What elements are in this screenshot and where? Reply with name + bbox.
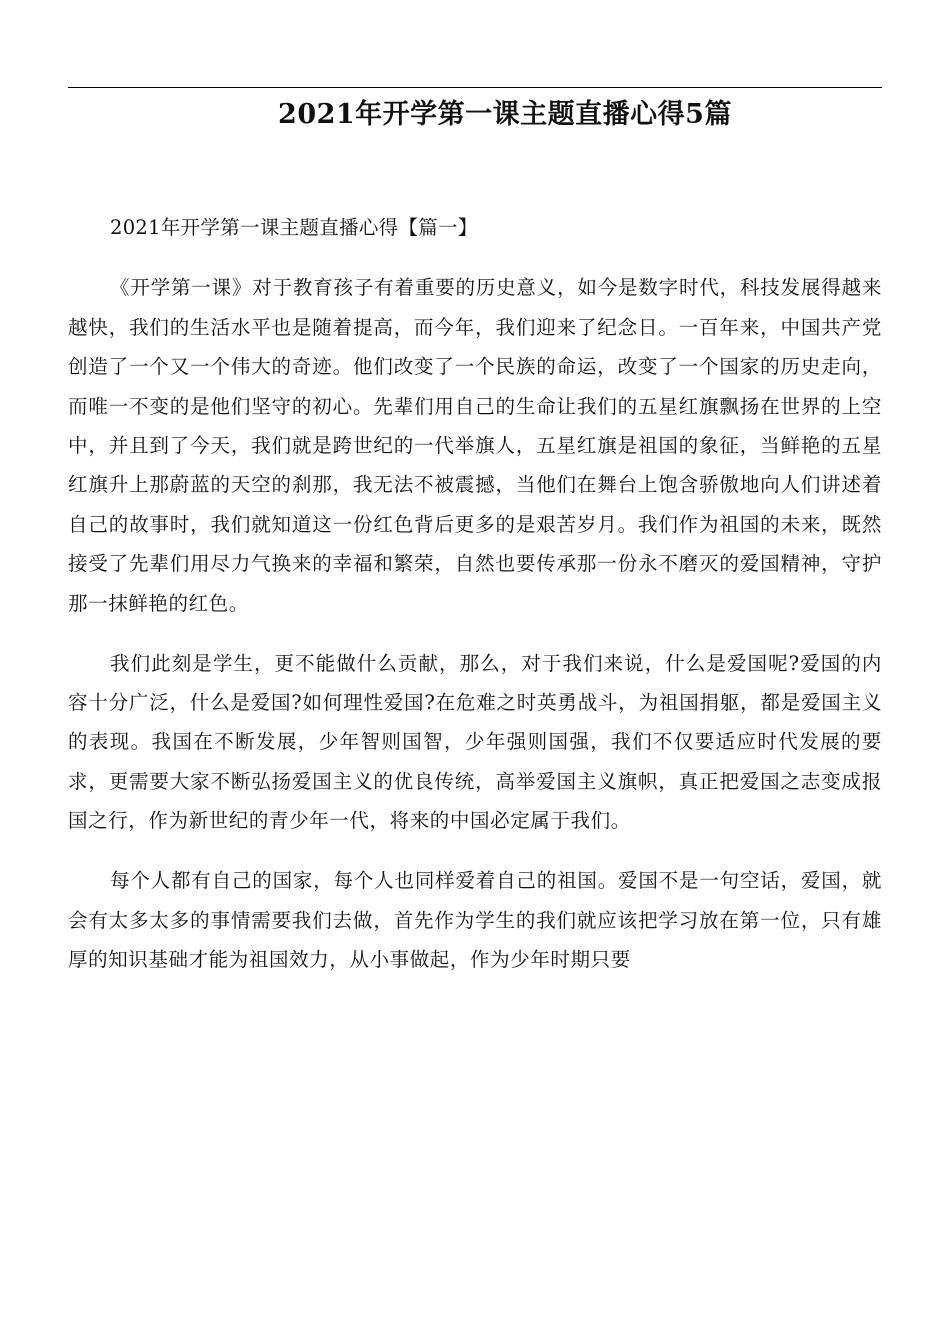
paragraph-1: 《开学第一课》对于教育孩子有着重要的历史意义，如今是数字时代，科技发展得越来越快，我们的生活水平也是随着提高，而今年，我们迎来了纪念日。一百年来，中国共产党创造了一个又一个伟大的奇迹。他们改变了一个民族的命运，改变了一个国家的历史走向，而唯一不变的是他们坚守的初心。先辈们用自己的生命让我们的五星红旗飘扬在世界的上空中，并且到了今天，我们就是跨世纪的一代举旗人，五星红旗是祖国的象征，当鲜艳的五星红旗升上那蔚蓝的天空的刹那，我无法不被震撼，当他们在舞台上饱含骄傲地向人们讲述着自己的故事时，我们就知道这一份红色背后更多的是艰苦岁月。我们作为祖国的未来，既然接受了先辈们用尽力气换来的幸福和繁荣，自然也要传承那一份永不磨灭的爱国精神，守护那一抹鲜艳的红色。 (68, 276, 882, 615)
paragraph-3: 每个人都有自己的国家，每个人也同样爱着自己的祖国。爱国不是一句空话，爱国，就会有太多太多的事情需要我们去做，首先作为学生的我们就应该把学习放在第一位，只有雄厚的知识基础才能为祖国效力，从小事做起，作为少年时期只要 (68, 869, 882, 971)
document-body (68, 208, 882, 1000)
paragraph-2: 我们此刻是学生，更不能做什么贡献，那么，对于我们来说，什么是爱国呢?爱国的内容十分广泛，什么是爱国?如何理性爱国?在危难之时英勇战斗，为祖国捐躯，都是爱国主义的表现。我国在不断发展，少年智则国智，少年强则国强，我们不仅要适应时代发展的要求，更需要大家不断弘扬爱国主义的优良传统，高举爱国主义旗帜，真正把爱国之志变成报国之行，作为新世纪的青少年一代，将来的中国必定属于我们。 (68, 651, 882, 833)
document-title: 2021年开学第一课主题直播心得5篇 (278, 99, 732, 130)
header-rule (68, 87, 882, 88)
section-heading: 2021年开学第一课主题直播心得【篇一】 (110, 216, 478, 239)
